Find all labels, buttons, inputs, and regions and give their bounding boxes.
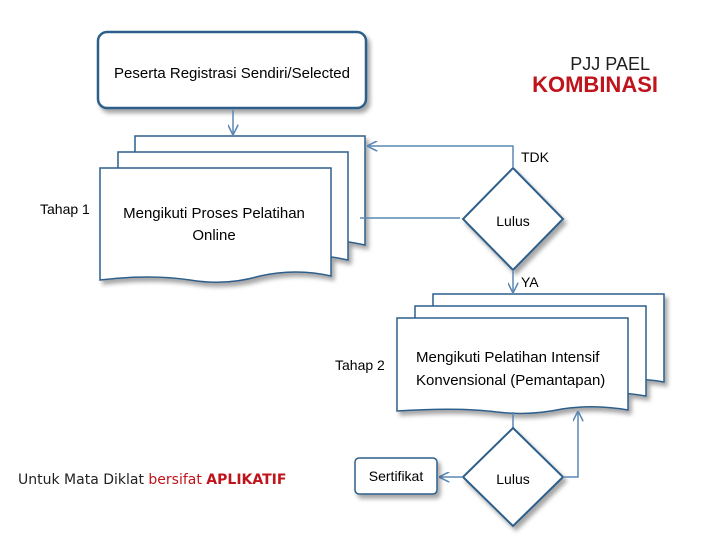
- connector-decision1-no-loop: [368, 146, 513, 168]
- footer-accent: bersifat: [148, 472, 202, 488]
- yes-label: YA: [521, 274, 539, 290]
- footer-emphasis: APLIKATIF: [206, 472, 287, 488]
- decision-1-label: Lulus: [496, 213, 530, 229]
- header-title-line2: KOMBINASI: [532, 72, 658, 97]
- online-training-label-line2: Online: [192, 227, 236, 244]
- header-title-line1: PJJ PAEL: [570, 54, 650, 74]
- no-label: TDK: [521, 149, 549, 165]
- intensive-training-label-line2: Konvensional (Pemantapan): [416, 372, 606, 389]
- certificate-label: Sertifikat: [368, 468, 424, 484]
- stage-2-label: Tahap 2: [335, 357, 385, 373]
- online-training-label-line1: Mengikuti Proses Pelatihan: [123, 205, 305, 222]
- footer-note: [18, 472, 286, 488]
- footer-prefix: Untuk Mata Diklat: [18, 472, 144, 488]
- intensive-training-label-line1: Mengikuti Pelatihan Intensif: [416, 349, 600, 366]
- decision-2-label: Lulus: [496, 471, 530, 487]
- stage-1-label: Tahap 1: [40, 201, 90, 217]
- connector-decision2-loop: [563, 412, 578, 477]
- registration-label: Peserta Registrasi Sendiri/Selected: [114, 65, 350, 82]
